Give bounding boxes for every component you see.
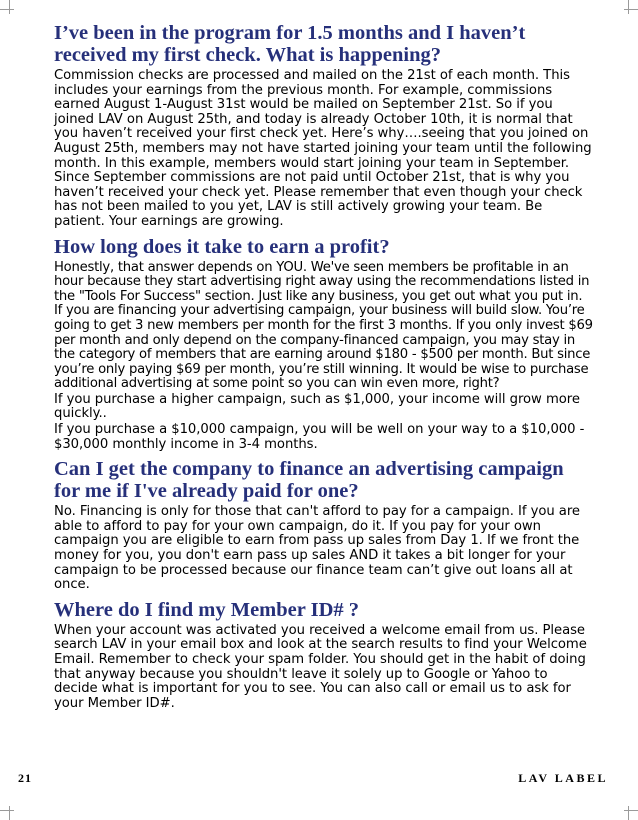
faq-answer: When your account was activated you received a welcome email from us. Please search LAV in your email box and look at the search results to find your Welcome Email. Remember to check your spam folder. You should get in the habit of doing that anyway because you shouldn't leave it solely up to Google or Yahoo to decide what is important for you to see. You can also call or email us to ask for your Member ID#. [54, 622, 587, 711]
faq-question: Where do I find my Member ID# ? [54, 598, 360, 621]
crop-mark [9, 0, 10, 14]
crop-mark [628, 0, 629, 14]
faq-question: Can I get the company to finance an advertising campaign for me if I've already paid for one? [54, 458, 564, 503]
faq-answer: If you purchase a $10,000 campaign, you will be well on your way to a $10,000 - $30,000 monthly income in 3-4 months. [54, 422, 585, 452]
crop-mark [624, 9, 638, 10]
page-number: 21 [18, 771, 32, 785]
crop-mark [9, 806, 10, 820]
crop-mark [0, 9, 14, 10]
footer-label: LAV LABEL [518, 771, 608, 785]
crop-mark [0, 810, 14, 811]
faq-page [54, 22, 594, 717]
faq-question: I’ve been in the program for 1.5 months and I haven’t received my first check. What is happening? [54, 22, 526, 66]
faq-answer: Honestly, that answer depends on YOU. We've seen members be profitable in an hour because they start advertising right away using the recommendations listed in the "Tools For Success" section. Just like any business, you get out what you put in. If you are financing your advertising campaign, your business will build slow. You’re going to get 3 new members per month for the first 3 months. If you only invest $69 per month and only depend on the company-financed campaign, you may stay in the category of members that are earning around $180 - $500 per month. But since you’re only paying $69 per month, you’re still winning. It would be wise to purchase additional advertising at some point so you can win even more, right? [54, 259, 593, 392]
crop-mark [624, 810, 638, 811]
faq-question: How long does it take to earn a profit? [54, 235, 390, 258]
crop-mark [628, 806, 629, 820]
faq-answer: Commission checks are processed and mailed on the 21st of each month. This includes your earnings from the previous month. For example, commissions earned August 1-August 31st would be mailed on September 21st. So if you joined LAV on August 25th, and today is already October 10th, it is normal that you haven’t received your first check yet. Here’s why….seeing that you joined on August 25th, members may not have started joining your team until the following month. In this example, members would start joining your team in September. Since September commissions are not paid until October 21st, that is why you haven’t received your check yet. Please remember that even though your check has not been mailed to you yet, LAV is still actively growing your team. Be patient. Your earnings are growing. [54, 68, 592, 229]
faq-answer: No. Financing is only for those that can't afford to pay for a campaign. If you are able to afford to pay for your own campaign, do it. If you pay for your own campaign you are eligible to earn from pass up sales from Day 1. If we front the money for you, you don't earn pass up sales AND it takes a bit longer for your campaign to be processed because our finance team can’t give out loans all at once. [54, 504, 580, 593]
faq-answer: If you purchase a higher campaign, such as $1,000, your income will grow more quickly.. [54, 391, 580, 422]
